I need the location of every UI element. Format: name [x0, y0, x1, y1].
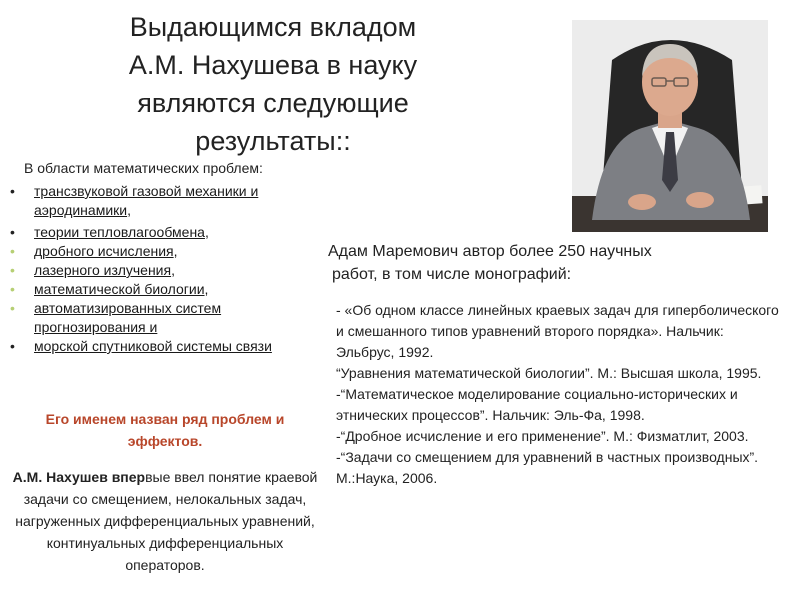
list-item: • теории тепловлагообмена, [0, 223, 340, 242]
intro-rest: вые ввел понятие краевой задачи со смещением, нелокальных задач, нагруженных дифференциальных уравнений, континуальных дифференциальных операторов. [15, 469, 318, 573]
list-item: • дробного исчисления, [0, 242, 340, 261]
area-link[interactable]: теории тепловлагообмена [34, 224, 205, 240]
area-link[interactable]: дробного исчисления [34, 243, 174, 259]
list-item [0, 299, 324, 337]
author-line: Адам Маремович автор более 250 научных [328, 243, 652, 260]
title-line: Выдающимся вкладом [129, 12, 417, 42]
publications-list [326, 300, 786, 489]
list-item: • математической биологии, [0, 280, 340, 299]
area-link[interactable]: математической биологии [34, 281, 205, 297]
list-item: -“Математическое моделирование социально-исторических и этнических процессов”. Нальчик: Эль-Фа, 1998. [336, 386, 738, 423]
contribution-paragraph [10, 466, 320, 576]
list-item: - «Об одном классе линейных краевых задач для гиперболического и смешанного типов уравнений второго порядка». Нальчик: Эльбрус, 1992. [336, 302, 779, 360]
list-item: “Уравнения математической биологии”. М.: Высшая школа, 1995. [336, 365, 762, 381]
research-areas-list [0, 182, 340, 356]
slide-title [88, 8, 458, 160]
intro-bold: А.М. Нахушев впер [12, 469, 146, 485]
author-line: работ, в том числе монографий: [332, 266, 572, 283]
list-item: -“Дробное исчисление и его применение”. М.: Физматлит, 2003. [336, 428, 749, 444]
area-link[interactable]: морской спутниковой системы связи [34, 338, 272, 354]
areas-heading: В области математических проблем: [24, 160, 263, 176]
list-item: • лазерного излучения, [0, 261, 340, 280]
portrait-photo [572, 20, 768, 232]
list-item: • трансзвуковой газовой механики и аэродинамики, [0, 182, 324, 220]
title-line: результаты:: [195, 126, 351, 156]
title-line: А.М. Нахушева в науку [128, 50, 418, 80]
area-link[interactable]: трансзвуковой газовой механики и аэродинамики [34, 183, 259, 218]
portrait-illustration [572, 20, 768, 232]
list-item: -“Задачи со смещением для уравнений в частных производных”. М.:Наука, 2006. [336, 449, 759, 486]
area-link[interactable]: автоматизированных систем прогнозирования и [34, 300, 222, 335]
area-link[interactable]: лазерного излучения [34, 262, 172, 278]
author-summary [328, 240, 768, 286]
named-effects-text: Его именем назван ряд проблем и эффектов. [45, 411, 285, 449]
title-line: являются следующие [137, 88, 409, 118]
list-item [0, 337, 340, 356]
